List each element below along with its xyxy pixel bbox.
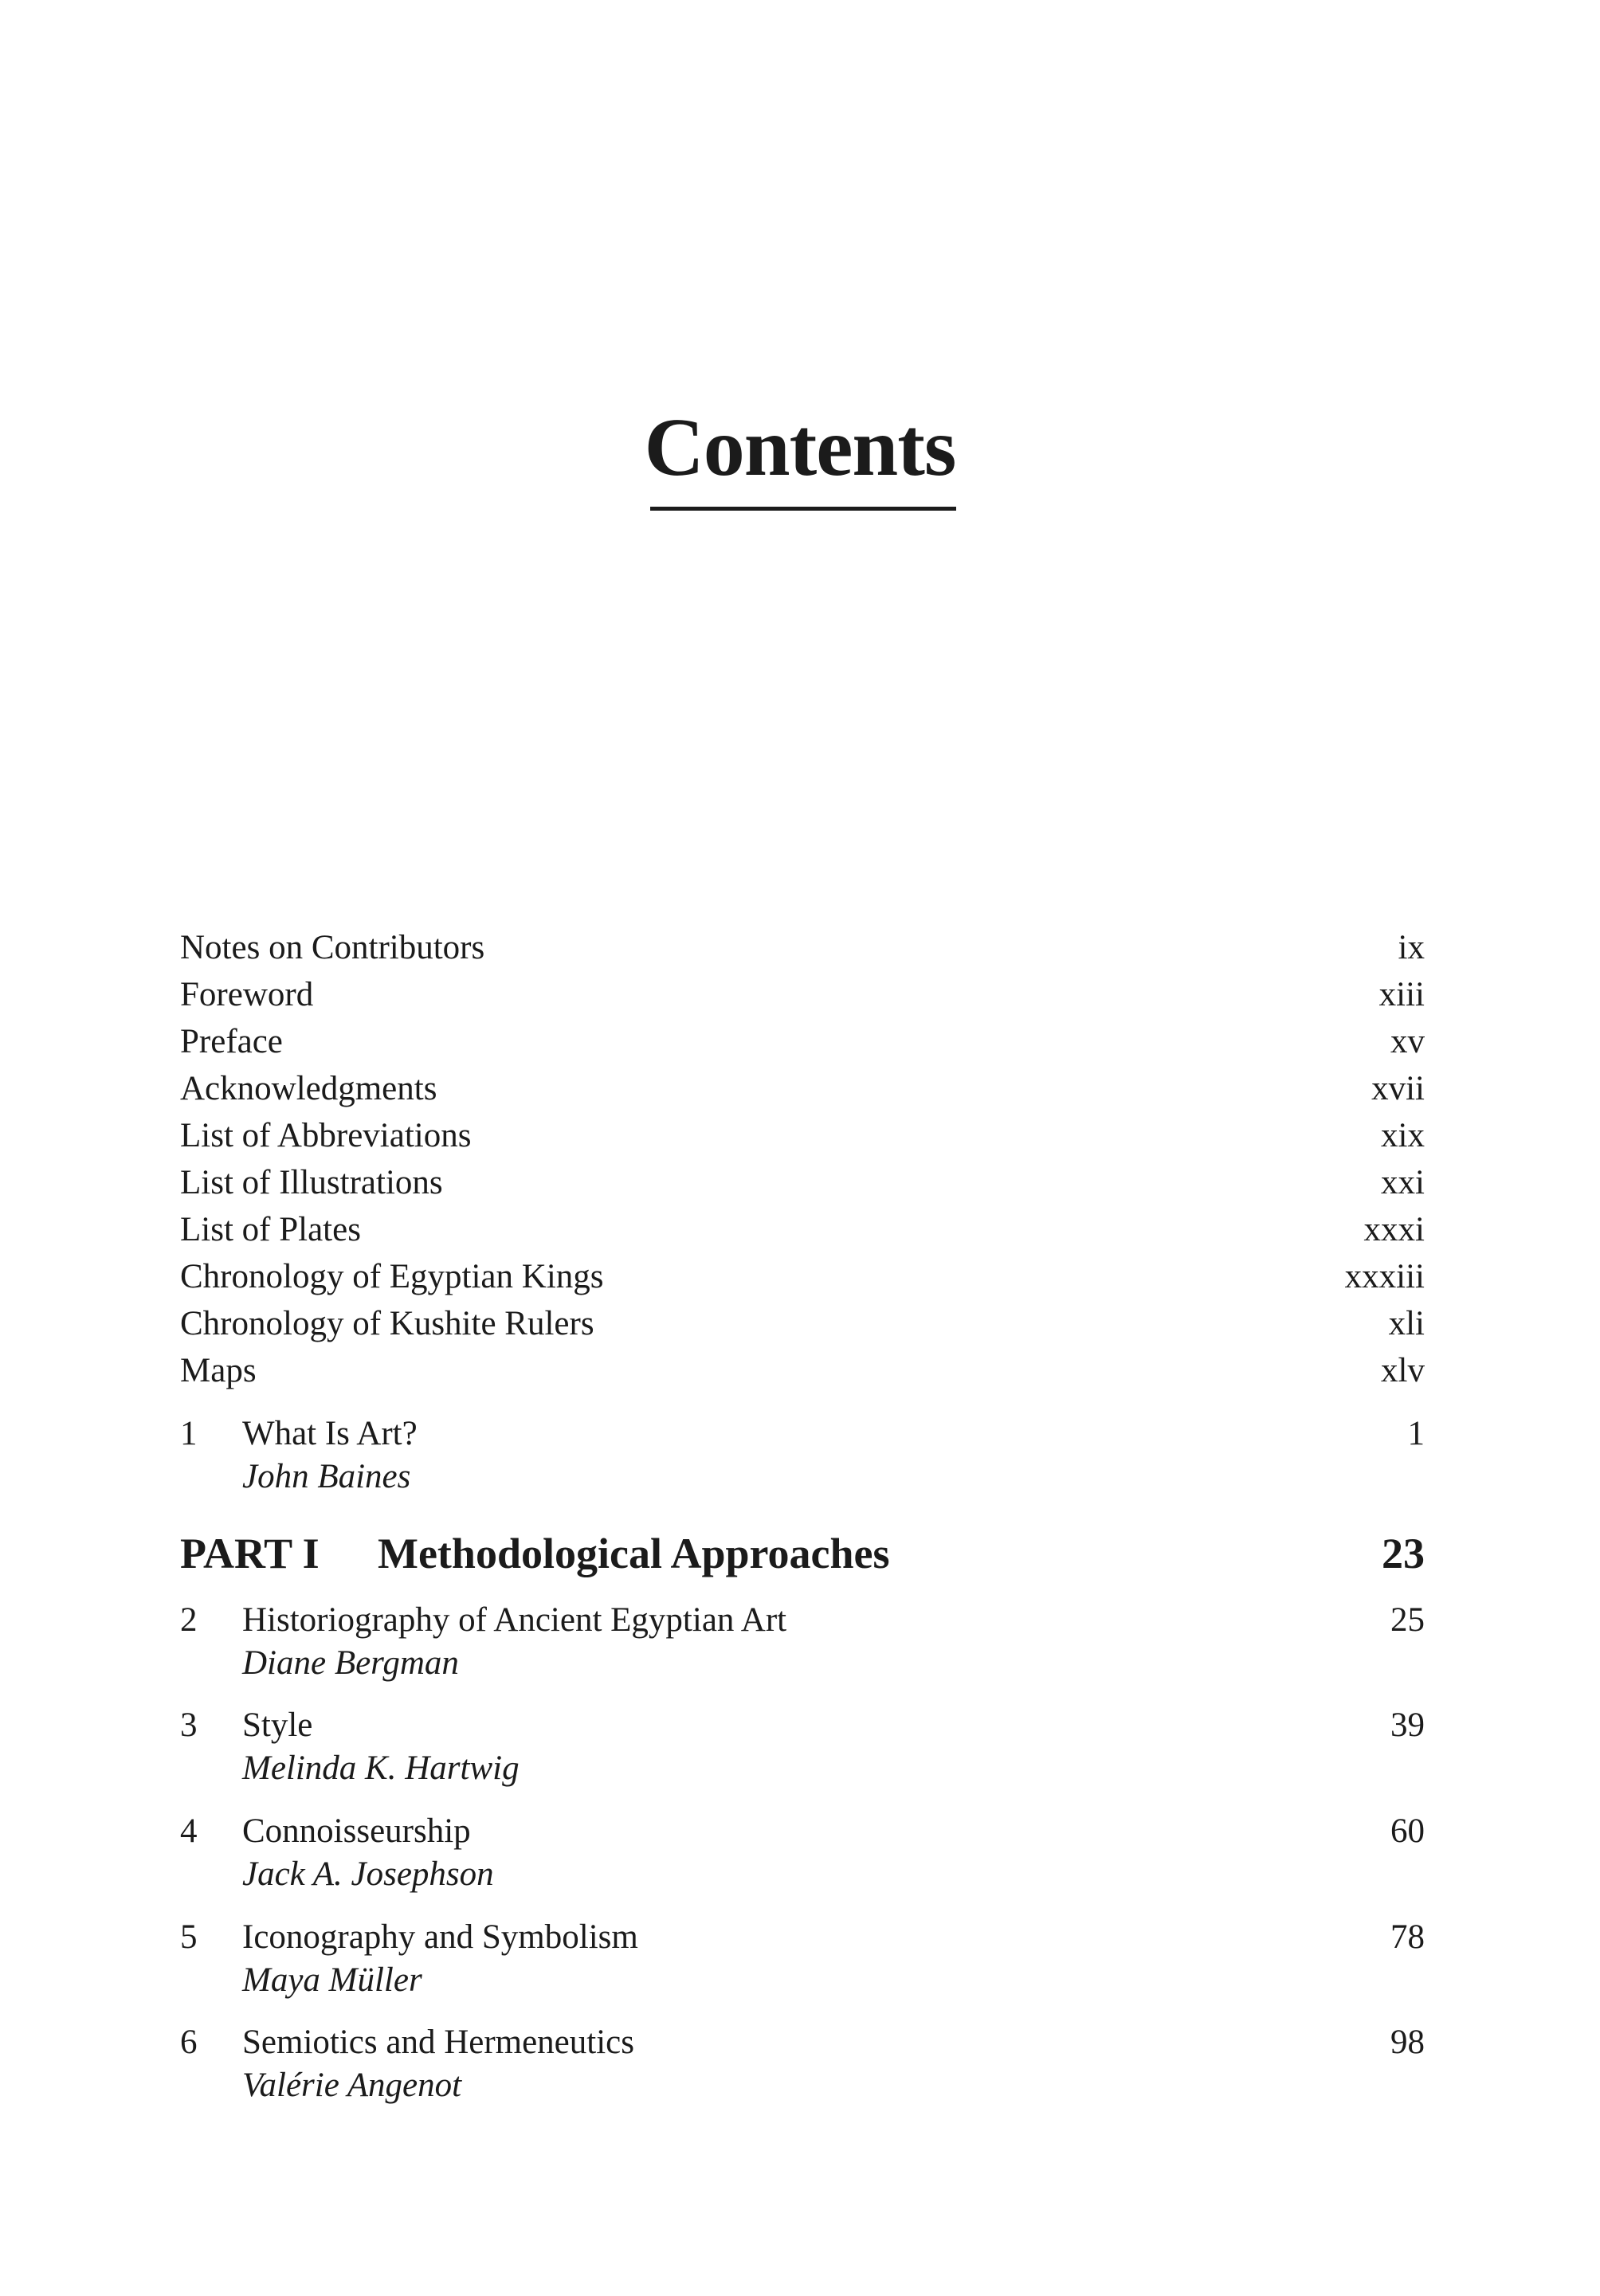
toc-entry-label: Maps xyxy=(180,1352,257,1389)
chapter-number: 4 xyxy=(180,1812,198,1850)
chapter-author: Diane Bergman xyxy=(242,1644,459,1682)
page-title: Contents xyxy=(644,402,956,493)
toc-entry-page: xv xyxy=(1390,1023,1425,1060)
toc-entry-label: List of Plates xyxy=(180,1211,361,1248)
title-underline xyxy=(650,507,956,511)
toc-entry-label: List of Abbreviations xyxy=(180,1117,472,1154)
chapter-page: 25 xyxy=(1390,1601,1425,1639)
chapter-number: 6 xyxy=(180,2024,198,2061)
toc-entry-page: xxxiii xyxy=(1344,1258,1425,1295)
chapter-author: Jack A. Josephson xyxy=(242,1855,494,1893)
chapter-number: 5 xyxy=(180,1918,198,1956)
toc-entry-page: xiii xyxy=(1378,976,1425,1013)
chapter-page: 78 xyxy=(1390,1918,1425,1956)
chapter-author: Valérie Angenot xyxy=(242,2067,462,2104)
chapter-title: Connoisseurship xyxy=(242,1812,471,1850)
chapter-page: 1 xyxy=(1407,1415,1425,1452)
toc-entry-label: Preface xyxy=(180,1023,283,1060)
toc-entry-page: ix xyxy=(1398,929,1425,966)
chapter-number: 2 xyxy=(180,1601,198,1639)
toc-entry-page: xli xyxy=(1388,1305,1425,1342)
toc-entry-label: List of Illustrations xyxy=(180,1164,443,1201)
toc-entry-label: Foreword xyxy=(180,976,314,1013)
toc-entry-page: xxi xyxy=(1381,1164,1425,1201)
part-page: 23 xyxy=(1382,1530,1425,1577)
chapter-title: Semiotics and Hermeneutics xyxy=(242,2024,634,2061)
toc-entry-label: Chronology of Egyptian Kings xyxy=(180,1258,604,1295)
part-title: Methodological Approaches xyxy=(378,1530,890,1577)
chapter-title: What Is Art? xyxy=(242,1415,418,1452)
chapter-author: John Baines xyxy=(242,1458,411,1495)
chapter-page: 60 xyxy=(1390,1812,1425,1850)
toc-entry-label: Chronology of Kushite Rulers xyxy=(180,1305,594,1342)
chapter-author: Maya Müller xyxy=(242,1961,422,1999)
chapter-page: 39 xyxy=(1390,1706,1425,1744)
chapter-page: 98 xyxy=(1390,2024,1425,2061)
chapter-author: Melinda K. Hartwig xyxy=(242,1749,520,1787)
chapter-title: Style xyxy=(242,1706,313,1744)
toc-entry-page: xix xyxy=(1381,1117,1425,1154)
part-number: PART I xyxy=(180,1530,320,1577)
chapter-title: Historiography of Ancient Egyptian Art xyxy=(242,1601,787,1639)
toc-entry-label: Acknowledgments xyxy=(180,1070,437,1107)
toc-entry-page: xlv xyxy=(1381,1352,1425,1389)
chapter-number: 3 xyxy=(180,1706,198,1744)
toc-entry-page: xvii xyxy=(1371,1070,1425,1107)
chapter-number: 1 xyxy=(180,1415,198,1452)
toc-entry-page: xxxi xyxy=(1363,1211,1425,1248)
toc-entry-label: Notes on Contributors xyxy=(180,929,485,966)
chapter-title: Iconography and Symbolism xyxy=(242,1918,638,1956)
